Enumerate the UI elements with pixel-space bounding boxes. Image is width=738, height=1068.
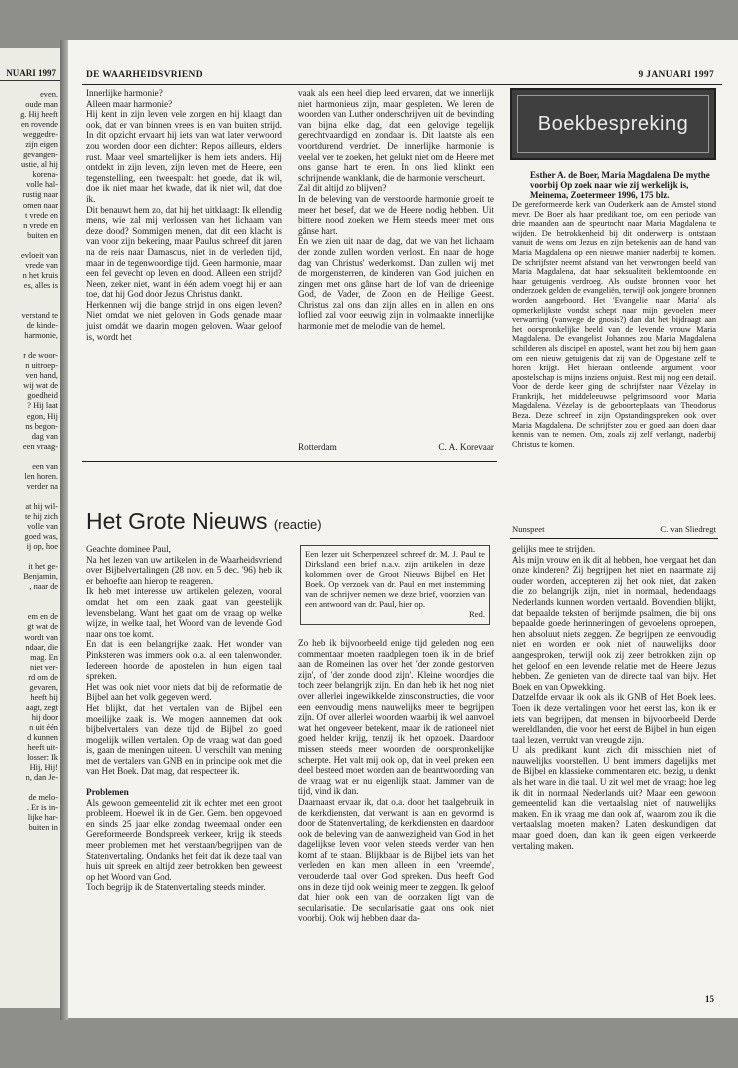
left-fragment-line: losser: Ik	[27, 753, 58, 763]
paragraph: In de beleving van de verstoorde harmonie groeit te meer het besef, dat we de Heere nodig hebben. Uit bittere nood zoeken we Hem steeds meer met ons gânse hart.	[298, 193, 494, 236]
article-title-text: Het Grote Nieuws	[86, 508, 268, 534]
review-place: Nunspeet	[512, 524, 545, 534]
left-fragment-line: lijke har-	[27, 813, 58, 823]
article-signature	[298, 442, 494, 452]
left-fragment-line: it het ge-	[28, 562, 58, 572]
left-fragment-line	[0, 552, 58, 562]
review-book-info: Esther A. de Boer, Maria Magdalena De mythe voorbij Op zoek naar wie zij werkelijk is, Meinema, Zoetermeer 1996, 175 blz.	[530, 170, 710, 201]
left-fragment-line: wordt van	[24, 632, 58, 642]
left-fragment-line: niet ver-	[30, 662, 58, 672]
left-fragment-line: buiten en	[27, 230, 58, 240]
column-4	[298, 638, 494, 924]
left-fragment-line: wij wat de	[23, 381, 58, 391]
left-fragment-line: len horen.	[24, 471, 58, 481]
paragraph: Ik heb met interesse uw artikelen gelezen, vooral omdat het om een zaak gaat van geestelijk levensbelang. Want het gaat om de vraag op welke wijze, in welke taal, het Woord van de levende God naar ons toe komt.	[86, 586, 282, 639]
paragraph: Het was ook niet voor niets dat bij de reformatie de Bijbel aan het volk gegeven werd.	[86, 681, 282, 703]
column-2	[298, 88, 494, 332]
header-rule	[82, 84, 722, 85]
left-fragment-line	[0, 492, 58, 502]
left-fragment-line: de melo-	[28, 793, 58, 803]
paragraph: Geachte dominee Paul,	[86, 544, 171, 554]
paragraph: En we zien uit naar de dag, dat we van het lichaam der zonde zullen worden verlost. En naar de hoge dag van Christus' wederkomst. Dan zullen wij met de morgensterren, de kinderen van God juichen en zingen met ons gânse hart de lof van de drieenige God, de Vader, de Zoon en de Heilige Geest. Christus zal ons dan zijn alles en in allen en ons loflied zal voor eeuwig zijn in volmaakte innerlijke harmonie met de melodie van de hemel.	[298, 236, 494, 332]
left-fragment-line: t vrede en	[24, 210, 58, 220]
left-fragment-line: een van	[32, 461, 58, 471]
page-gutter	[60, 40, 68, 1020]
left-fragment-line: , naar de	[29, 582, 58, 592]
article-subtitle: (reactie)	[273, 517, 322, 532]
left-fragment-line: goed was,	[24, 532, 58, 542]
left-fragment-line: gevangen-	[23, 150, 58, 160]
editor-note-text: Een lezer uit Scherpenzeel schreef dr. M. J. Paul te Dirksland een brief n.a.v. zijn artikelen in deze kolommen over de Groot Nieuws Bijbel en Het Boek. Op verzoek van dr. Paul en met instemming van de schrijver nemen we deze brief, voorzien van een antwoord van dr. Paul, hier op.	[305, 549, 485, 609]
running-header-date: 9 JANUARI 1997	[638, 70, 714, 80]
running-header-title: DE WAARHEIDSVRIEND	[86, 70, 203, 80]
section-heading: Problemen	[86, 787, 129, 798]
paragraph: Toch begrijp ik de Statenvertaling steeds minder.	[86, 882, 266, 893]
review-rule	[510, 538, 718, 539]
left-fragment-line: mag. En	[30, 652, 58, 662]
paragraph: Als gewoon gemeentelid zit ik echter met een groot probleem. Hoewel ik in de Ger. Gem. ben opgevoed en sinds 25 jaar elke zondag tweemaal onder een Gereformeerde Bondspreek verkeer, krijg ik steeds meer problemen met het verstaan/begrijpen van de Statenvertaling. Ondanks het feit dat ik deze taal van huis uit spreek en altijd zeer betrokken ben geweest op het Woord van God.	[86, 797, 282, 882]
article-title	[86, 508, 322, 535]
paragraph: Daarnaast ervaar ik, dat o.a. door het taalgebruik in de kerkdiensten, dat verwant is aan en gevormd is door de Statenvertaling, de kerkdiensten en daardoor ook de beleving van de aanwezigheid van God in het dagelijkse leven voor velen steeds verder van hen komt af te staan. Blijkbaar is de Bijbel iets van het verleden en kan men alleen in een 'vreemde', verouderde taal over God spreken. Dus heeft God ons in deze tijd ook weinig meer te zeggen. Ik geloof dat hier ook een van de oorzaken ligt van de secularisatie. De secularisatie gaat ons ook niet voorbij. Ook wij hebben daar da-	[298, 796, 494, 924]
review-banner	[510, 88, 716, 160]
left-fragment-line: gevaren,	[29, 682, 58, 692]
review-banner-frame	[517, 95, 709, 153]
left-fragment-line: vrede van	[25, 260, 58, 270]
column-3	[86, 544, 282, 893]
left-fragment-line: ij op, hoe	[26, 542, 58, 552]
left-fragment-line: een vraag-	[22, 441, 58, 451]
left-fragment-line: Benjamin,	[23, 572, 58, 582]
left-fragment-line: Hij, Hij!	[29, 763, 58, 773]
left-fragment-line	[0, 241, 58, 251]
left-fragment-line: omen naar	[22, 200, 58, 210]
signature-author: C. A. Korevaar	[438, 442, 494, 452]
left-fragment-line: heeft hij	[30, 692, 58, 702]
left-fragment-line: de kinde-	[26, 321, 58, 331]
left-fragment-line: es, alles is	[23, 280, 58, 290]
left-fragment-line: goedheid	[27, 391, 58, 401]
left-fragment-line: hij door	[31, 712, 58, 722]
left-fragment-line: g. Hij heeft	[20, 110, 58, 120]
paragraph: Innerlijke harmonie?	[86, 88, 163, 98]
left-fragment-line: oude man	[25, 100, 58, 110]
left-fragment-line: rd om de	[28, 672, 58, 682]
left-fragment-line: heeft uit-	[27, 743, 58, 753]
left-fragment-line: verstand te	[21, 311, 58, 321]
paragraph: Datzelfde ervaar ik ook als ik GNB of Het Boek lees. Toen ik deze vertalingen voor het eerst las, kon ik er iets van begrijpen, dat mensen in bijvoorbeeld Derde wereldlanden, die voor het eerst de Bijbel in hun eigen taal lezen, verrukt van vreugde zijn.	[512, 692, 716, 745]
review-body: De gereformeerde kerk van Ouderkerk aan de Amstel stond mevr. De Boer als haar predikant toe, om een periode van drie maanden aan de speurtocht naar Maria Magdalena te wijden. De betrokkenheid bij dit onderwerp is ontstaan vanuit de wens om Jezus en zijn betekenis aan de hand van Maria Magdalena op een nieuwe manier naderbij te komen. De schrijfster neemt afstand van het verwrongen beeld van Maria Magdalena, dat haar seksualiteit beklemtoonde en haar getuigenis verdroeg. Als oudste bronnen voor het onderzoek gelden de evangeliën, terwijl ook jongere bronnen worden aangeboord. Het 'Evangelie naar Maria' als opmerkelijkste vondst schept naar mijn gevoelen meer verwarring (vanwege de gnosis?) dan dat het bijdraagt aan het oorspronkelijke beeld van de levende vrouw Maria Magdalena. De evangelist Johannes zou Maria Magdalena schilderen als discipel en apostel, want het zou bij hem gaan om een nieuw getuigenis dat zij van de Opgestane zelf te horen krijgt. Het hieraan ontleende argument voor apostelschap is mijns inziens onjuist. Rest mij nog een detail. Voor de derde keer ging de schrijfster naar Vézelay in Frankrijk, het middeleeuwse pelgrimsoord voor Maria Magdalena. Vézelay is de geboorteplaats van Theodorus Beza. Deze schreef in zijn Opstandingspreken ook over Maria Magdalena. De schrijfster zou er goed aan doen daar kennis van te nemen. Om, zoals zij zelf verlangt, naderbij Christus te komen.	[512, 200, 716, 449]
page-number: 15	[705, 994, 714, 1004]
left-fragment-line: egon, Hij	[26, 411, 58, 421]
left-fragment-line: verder na	[26, 481, 58, 491]
left-fragment-line: n uitroep-	[25, 361, 58, 371]
left-fragment-line: d kunnen	[27, 733, 58, 742]
review-signature	[512, 524, 716, 534]
left-fragment-line: n uit één	[29, 722, 58, 732]
left-fragment-line: evloeit van	[21, 250, 58, 260]
left-fragment-line	[0, 341, 58, 351]
left-fragment-line	[0, 301, 58, 311]
left-fragment-line: ven hand,	[25, 371, 58, 381]
left-fragment-line: buiten in	[28, 823, 58, 833]
paragraph: Dit benauwt hem zo, dat hij het uitklaagt: Ik ellendig mens, wie zal mij verlossen van het lichaam van deze dood? Sommigen menen, dat dit een klacht is van voor zijn bekering, maar Paulus schreef dit jaren na de reis naar Damascus, niet in de verleden tijd, maar in de tegenwoordige tijd. Geen harmonie, maar een fel gevecht op leven en dood. Alleen een strijd? Neen, zeker niet, want in één adem voegt hij er aan toe, dat hij God door Jezus Christus dankt.	[86, 204, 282, 300]
newspaper-page	[68, 40, 738, 1018]
left-fragment-line: rustig naar	[22, 190, 58, 200]
left-fragment-line: ndaar, die	[25, 642, 58, 652]
left-page-edge	[0, 48, 60, 1008]
paragraph: Zal dit altijd zo blijven?	[298, 183, 387, 194]
paragraph: vaak als een heel diep leed ervaren, dat we innerlijk niet harmonieus zijn, maar gespleten. We leren de woorden van Luther onderschrijven uit de bevinding van bijna elke dag, dat een gelovige tegelijk gerechtvaardigd en zondaar is. Dit laatste als een voortdurend verdriet. De innerlijke harmonie is veelal ver te zoeken, het gelukt niet om de Heere met ons ganse hart te eren. In ons lied klinkt een schrijnende wanklank, die de harmonie verscheurt.	[298, 88, 494, 183]
signature-place: Rotterdam	[298, 442, 337, 452]
review-banner-title: Boekbespreking	[537, 112, 689, 135]
paragraph: En dat is een belangrijke zaak. Het wonder van Pinksteren was immers ook o.a. al een talenwonder. Iedereen hoorde de apostelen in hun eigen taal spreken.	[86, 639, 282, 682]
column-1	[86, 88, 282, 342]
paragraph: Na het lezen van uw artikelen in de Waarheidsvriend over Bijbelvertalingen (28 nov. en 5 dec. '96) heb ik er behoefte aan hierop te reageren.	[86, 554, 282, 586]
paragraph: Alleen maar harmonie?	[86, 98, 173, 109]
left-fragment-line: volle van	[27, 522, 58, 532]
paragraph: Het blijkt, dat het vertalen van de Bijbel een moeilijke zaak is. We mogen aannemen dat ook bijbelvertalers van deze tijd de Bijbel zo goed mogelijk willen vertalen. Op de vraag wat dan goed is, gaan de meningen uiteen. U verschilt van mening met de vertalers van GNB en in principe ook met die van Het Boek. Dat mag, dat respecteer ik.	[86, 702, 282, 777]
paragraph: Als mijn vrouw en ik dit al hebben, hoe vergaat het dan onze kinderen? Zij begrijpen het niet en naarmate zij ouder worden, accepteren zij het ook niet, dat zaken die zo belangrijk zijn, niet in normaal, hedendaags Nederlands kunnen worden vertaald. Bovendien blijkt, dat bepaalde teksten of berijmde psalmen, die bij ons bepaalde goede herinneringen of gevoelens oproepen, hen absoluut niets zeggen. Ze begrijpen ze eenvoudig niet en worden er ook niet of nauwelijks door aangesproken, terwijl ook zij zeer betrokken zijn op het geloof en een levende relatie met de Heere Jezus hebben. Ze genieten van de directe taal van bijv. Het Boek en van Opwekking.	[512, 554, 716, 692]
left-fragment-line: n het kruis	[22, 270, 58, 280]
left-fragment-line	[0, 592, 58, 602]
left-fragment-line: . Er is in-	[26, 803, 58, 813]
paragraph: gelijks mee te strijden.	[512, 544, 596, 554]
left-fragment-line: n vrede en	[23, 220, 58, 230]
paragraph: U als predikant kunt zich dit misschien niet of nauwelijks voorstellen. U bent immers dagelijks met de Bijbel en klassieke commentaren etc. bezig, u denkt als het ware in die taal. U zit wel met de vraag: hoe leg ik dit in normaal Nederlands uit? Maar een gewoon gemeentelid kan die vertaalslag niet of nauwelijks maken. En ik vraag me dan ook af, waarom zou ik die vertaalslag moeten maken? Laten deskundigen dat maar goed doen, dan kan ik geen eigen verkeerde vertaling maken.	[512, 745, 716, 851]
paragraph: Herkennen wij die bange strijd in ons eigen leven? Niet omdat we niet geloven in Gods genade maar juist omdát we daarin mogen geloven. Waar geloof is, wordt het	[86, 299, 282, 342]
editor-note-box	[300, 545, 490, 625]
left-page-rule	[0, 80, 60, 81]
left-fragment-line: ? Hij laat	[27, 401, 58, 411]
left-page-fragments	[0, 90, 58, 833]
left-fragment-line: harmonie,	[24, 331, 58, 341]
left-fragment-line: te hij zich	[24, 511, 58, 521]
section-rule	[82, 461, 497, 462]
left-fragment-line	[0, 783, 58, 793]
left-fragment-line: ns begon-	[25, 421, 58, 431]
left-fragment-line: weggedre-	[22, 130, 58, 140]
left-fragment-line: n, dan Je-	[25, 773, 58, 783]
left-fragment-line: gt wat de	[27, 622, 58, 632]
left-fragment-line: en rovende	[21, 120, 58, 130]
left-fragment-line: r de woor-	[23, 351, 58, 361]
left-fragment-line	[0, 452, 58, 462]
left-fragment-line	[0, 602, 58, 612]
left-fragment-line: zijn eigen	[25, 140, 58, 150]
review-author: C. van Sliedregt	[660, 524, 716, 534]
left-fragment-line: volle hal-	[26, 180, 58, 190]
left-page-header: NUARI 1997	[6, 68, 56, 78]
editor-note-signature: Red.	[469, 609, 485, 619]
left-fragment-line: ustie, al hij	[21, 160, 58, 170]
left-fragment-line: at hij wil-	[25, 501, 58, 511]
left-fragment-line: aagt, zegt	[25, 702, 58, 712]
left-fragment-line	[0, 291, 58, 301]
left-fragment-line: even.	[40, 90, 58, 99]
left-fragment-line: korena-	[32, 170, 58, 180]
paragraph: Hij kent in zijn leven vele zorgen en hij klaagt dan ook, dat er van binnen vrees is en van buiten strijd. In dit opzicht ervaart hij iets van wat later verwoord zou worden door een dichter: Repos ailleurs, elders rust. Maar veel smartelijker is hem iets anders. Hij ontdekt in zijn leven, zijn leven met de Heere, een tegenstelling, een tweespalt: het goede, dat ik wil, doe ik niet maar het kwade, dat ik niet wil, dat doe ik.	[86, 109, 282, 204]
left-fragment-line: dag van	[31, 431, 58, 441]
column-6	[512, 544, 716, 851]
left-fragment-line: em en de	[27, 612, 58, 622]
paragraph: Zo heb ik bijvoorbeeld enige tijd geleden nog een commentaar moeten raadplegen toen ik in de brief aan de Romeinen las over het 'der zonde gestorven zijn', of 'der zonde dood zijn'. Kleine woordjes die toch zeer belangrijk zijn. En dan heb ik het nog niet over allerlei ingewikkelde zinsconstructies, die voor een eenvoudig mens nauwelijks meer te begrijpen zijn. Of over allerlei woorden waarbij ik wel aanvoel wat het ongeveer betekent, maar ik de rationeel niet goed helder krijg, tenzij ik het opzoek. Daardoor missen steeds meer woorden de oorspronkelijke scherpte. Het valt mij ook op, dat in veel preken een deel besteed moet worden aan de beantwoording van de vraag wat er nu eigenlijk staat. Jammer van de tijd, vind ik dan.	[298, 638, 494, 797]
